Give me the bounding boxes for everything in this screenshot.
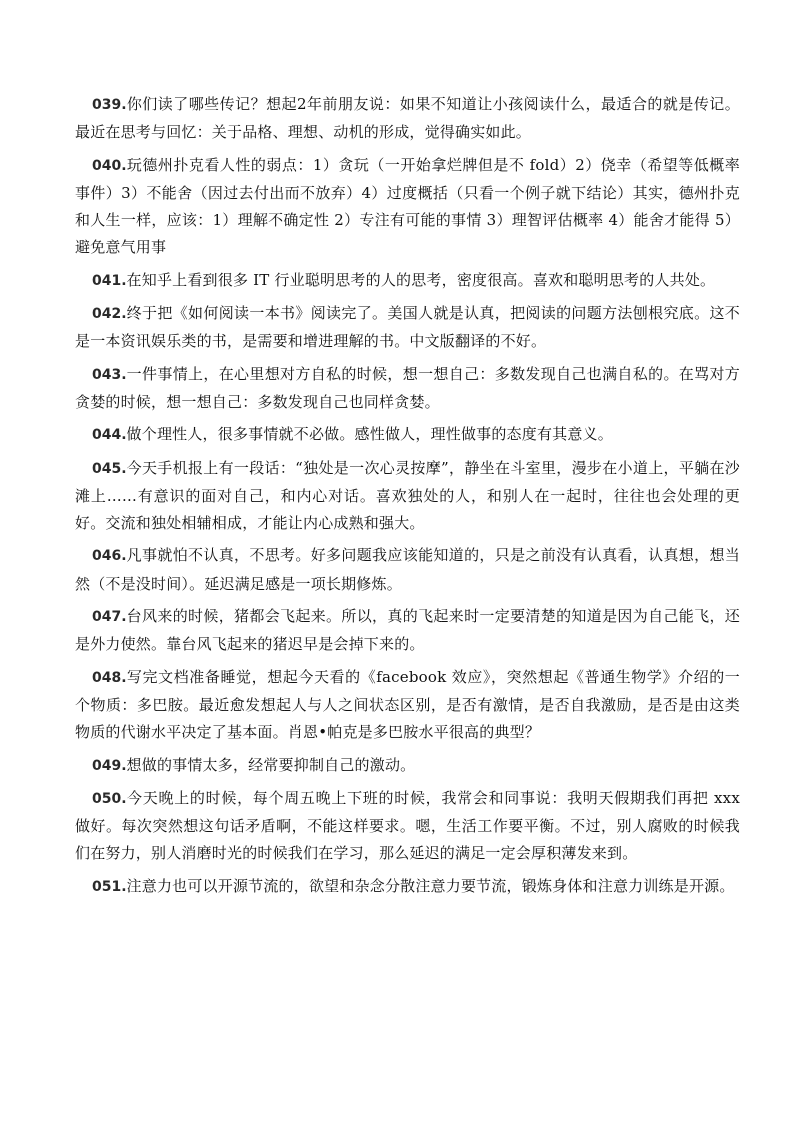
entry-number: 041. bbox=[92, 272, 127, 289]
entry-number: 045. bbox=[92, 460, 127, 477]
entry-046 bbox=[75, 542, 740, 598]
entry-text: 台风来的时候，猪都会飞起来。所以，真的飞起来时一定要清楚的知道是因为自己能飞，还是外力使然。靠台风飞起来的猪迟早是会掉下来的。 bbox=[75, 607, 740, 654]
entry-number: 050. bbox=[92, 790, 127, 807]
entry-text: 你们读了哪些传记？想起2年前朋友说：如果不知道让小孩阅读什么，最适合的就是传记。最近在思考与回忆：关于品格、理想、动机的形成，觉得确实如此。 bbox=[75, 95, 740, 142]
entry-text: 玩德州扑克看人性的弱点：1）贪玩（一开始拿烂牌但是不 fold）2）侥幸（希望等低概率事件）3）不能舍（因过去付出而不放弃）4）过度概括（只看一个例子就下结论）其实，德州扑克和人生一样，应该：1）理解不确定性 2）专注有可能的事情 3）理智评估概率 4）能舍才能得 5）避免意气用事 bbox=[75, 155, 740, 257]
entry-text: 一件事情上，在心里想对方自私的时候，想一想自己：多数发现自己也满自私的。在骂对方贪婪的时候，想一想自己：多数发现自己也同样贪婪。 bbox=[75, 364, 740, 411]
entry-number: 047. bbox=[92, 609, 127, 626]
entry-number: 039. bbox=[92, 97, 127, 113]
entry-text: 做个理性人，很多事情就不必做。感性做人，理性做事的态度有其意义。 bbox=[126, 425, 613, 444]
entry-number: 049. bbox=[92, 757, 127, 774]
entry-044 bbox=[75, 421, 740, 449]
entry-number: 046. bbox=[92, 548, 127, 565]
entry-040 bbox=[75, 152, 740, 262]
entry-048 bbox=[75, 664, 740, 747]
entry-045 bbox=[75, 455, 740, 538]
entry-050 bbox=[75, 785, 740, 868]
entry-047 bbox=[75, 603, 740, 659]
entry-number: 044. bbox=[92, 427, 127, 444]
entry-number: 051. bbox=[92, 878, 127, 895]
entry-042 bbox=[75, 300, 740, 356]
entry-number: 040. bbox=[92, 157, 127, 174]
entry-number: 043. bbox=[92, 366, 127, 383]
entry-049 bbox=[75, 752, 740, 780]
entry-text: 凡事就怕不认真，不思考。好多问题我应该能知道的，只是之前没有认真看，认真想，想当然（不是没时间）。延迟满足感是一项长期修炼。 bbox=[75, 546, 740, 593]
entry-number: 042. bbox=[92, 306, 127, 323]
entry-text: 终于把《如何阅读一本书》阅读完了。美国人就是认真，把阅读的问题方法刨根究底。这不是一本资讯娱乐类的书，是需要和增进理解的书。中文版翻译的不好。 bbox=[75, 304, 740, 351]
entry-051 bbox=[75, 873, 740, 901]
entry-text: 想做的事情太多，经常要抑制自己的激动。 bbox=[126, 755, 416, 774]
entry-039 bbox=[75, 91, 740, 147]
entry-text: 注意力也可以开源节流的，欲望和杂念分散注意力要节流，锻炼身体和注意力训练是开源。 bbox=[126, 876, 735, 895]
entry-041 bbox=[75, 267, 740, 295]
entry-043 bbox=[75, 361, 740, 417]
entry-number: 048. bbox=[92, 669, 127, 686]
entry-text: 今天晚上的时候，每个周五晚上下班的时候，我常会和同事说：我明天假期我们再把 xxx 做好。每次突然想这句话矛盾啊，不能这样要求。嗯，生活工作要平衡。不过，别人腐败的时候我们在努力，别人消磨时光的时候我们在学习，那么延迟的满足一定会厚积薄发来到。 bbox=[75, 788, 740, 863]
entry-text: 在知乎上看到很多 IT 行业聪明思考的人的思考，密度很高。喜欢和聪明思考的人共处。 bbox=[126, 270, 716, 289]
entry-text: 今天手机报上有一段话：“独处是一次心灵按摩”，静坐在斗室里，漫步在小道上，平躺在沙滩上……有意识的面对自己，和内心对话。喜欢独处的人，和别人在一起时，往往也会处理的更好。交流和独处相辅相成，才能让内心成熟和强大。 bbox=[75, 458, 740, 533]
document-body bbox=[75, 91, 740, 906]
entry-text: 写完文档准备睡觉，想起今天看的《facebook 效应》，突然想起《普通生物学》介绍的一个物质：多巴胺。最近愈发想起人与人之间状态区别，是否有激情，是否自我激励，是否是由这类物质的代谢水平决定了基本面。肖恩•帕克是多巴胺水平很高的典型？ bbox=[75, 667, 740, 742]
